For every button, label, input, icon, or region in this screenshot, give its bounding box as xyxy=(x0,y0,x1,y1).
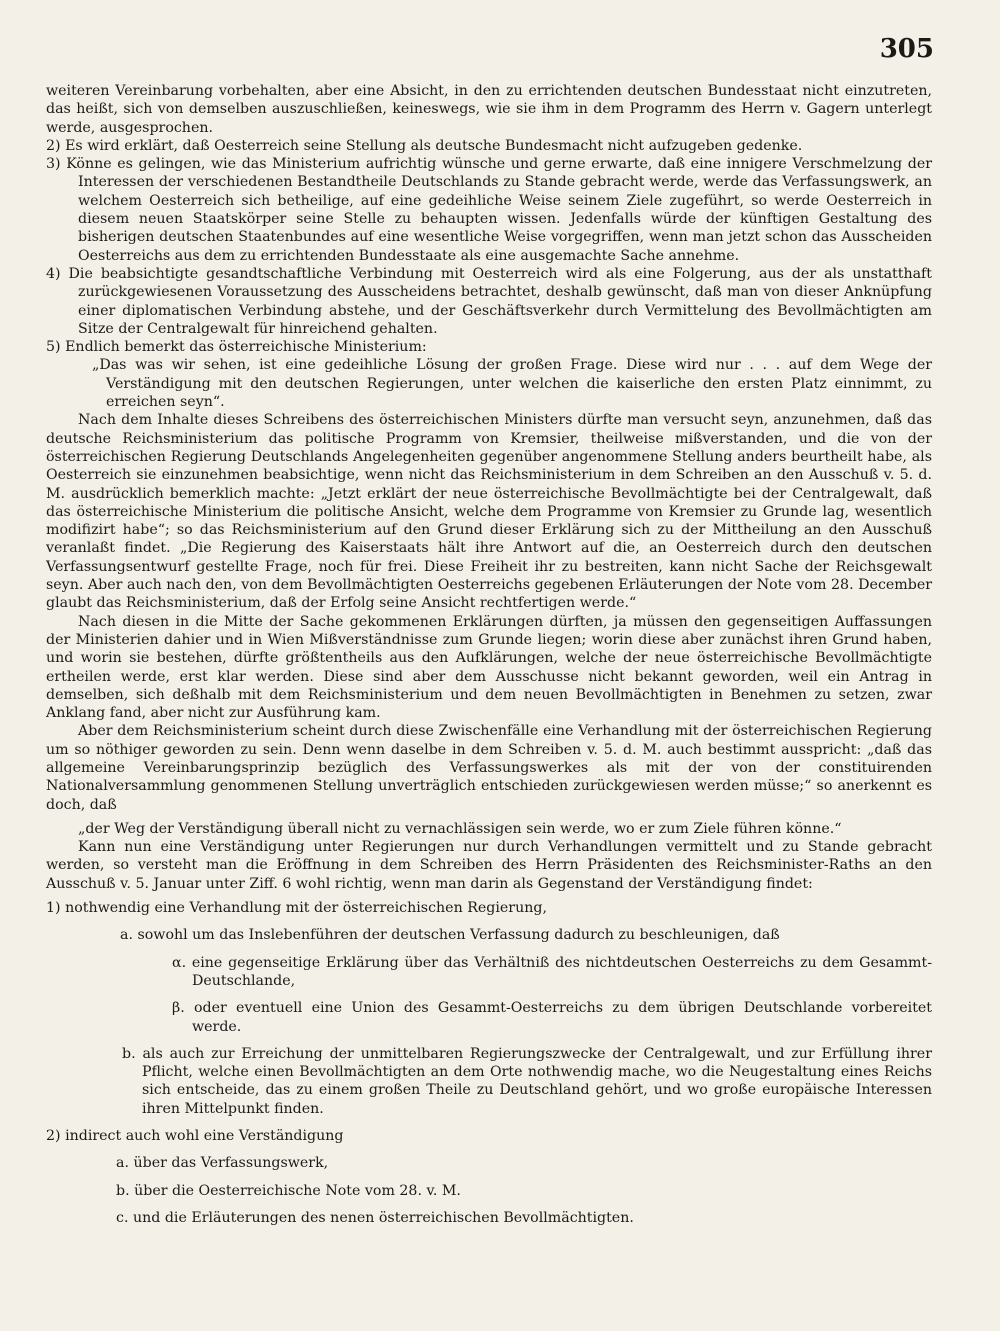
body-text xyxy=(46,82,932,1227)
list-item: 2) indirect auch wohl eine Verständigung xyxy=(46,1128,344,1145)
list-item: 2) Es wird erklärt, daß Oesterreich seine Stellung als deutsche Bundesmacht nicht aufzugeben gedenke. xyxy=(46,137,803,154)
paragraph: weiteren Vereinbarung vorbehalten, aber eine Absicht, in den zu errichtenden deutschen Bundesstaat nicht einzutreten, das heißt, sich von demselben auszuschließen, keineswegs, wie sie ihm in dem Programm des Herrn v. Gagern unterlegt werde, ausgesprochen. xyxy=(46,83,932,136)
quote: „Das was wir sehen, ist eine gedeihliche Lösung der großen Frage. Diese wird nur . . . auf dem Wege der Verständigung mit den deutschen Regierungen, unter welchen die kaiserliche den ersten Platz einnimmt, zu erreichen seyn“. xyxy=(92,357,932,411)
list-item: α. eine gegenseitige Erklärung über das Verhältniß des nichtdeutschen Oesterreichs zu dem Gesammt-Deutschlande, xyxy=(172,954,932,989)
list-item: 1) nothwendig eine Verhandlung mit der österreichischen Regierung, xyxy=(46,900,547,917)
list-item: 3) Könne es gelingen, wie das Ministerium aufrichtig wünsche und gerne erwarte, daß eine innigere Verschmelzung der Interessen der verschiedenen Bestandtheile Deutschlands zu Stande gebracht werde, werde das Verfassungswerk, an welchem Oesterreich sich betheilige, auf eine gedeihliche Weise seinem Ziele zugeführt, so werde Oesterreich in diesem neuen Staatskörper seine Stelle zu behaupten wissen. Jedenfalls würde der künftigen Gestaltung des bisherigen deutschen Staatenbundes auf eine wesentliche Weise vorgegriffen, wenn man jetzt schon das Ausscheiden Oesterreichs aus dem zu errichtenden Bundesstaate als eine ausgemachte Sache annehme. xyxy=(46,156,932,264)
list-item: β. oder eventuell eine Union des Gesammt-Oesterreichs zu dem übrigen Deutschlande vorbereitet werde. xyxy=(172,1000,932,1035)
paragraph: Nach dem Inhalte dieses Schreibens des österreichischen Ministers dürfte man versucht seyn, anzunehmen, daß das deutsche Reichsministerium das politische Programm von Kremsier, theilweise mißverstanden, und die von der österreichischen Regierung Deutschlands Angelegenheiten gegenüber angenommene Stellung anders beurtheilt habe, als Oesterreich sie einzunehmen beabsichtige, wenn nicht das Reichsministerium in dem Schreiben an den Ausschuß v. 5. d. M. ausdrücklich bemerklich machte: „Jetzt erklärt der neue österreichische Bevollmächtigte bei der Centralgewalt, daß das österreichische Ministerium die politische Ansicht, welche dem Programme von Kremsier zu Grunde lag, wesentlich modifizirt habe“; so das Reichsministerium auf den Grund dieser Erklärung sich zu der Mittheilung an den Ausschuß veranlaßt findet. „Die Regierung des Kaiserstaats hält ihre Antwort auf die, an Oesterreich durch den deutschen Verfassungsentwurf gestellte Frage, noch für frei. Diese Freiheit ihr zu bestreiten, kann nicht Sache der Reichsgewalt seyn. Aber auch nach den, von dem Bevollmächtigten Oesterreichs gegebenen Erläuterungen der Note vom 28. December glaubt das Reichsministerium, daß der Erfolg seine Ansicht rechtfertigen werde.“ xyxy=(46,412,932,612)
list-item: 4) Die beabsichtigte gesandtschaftliche Verbindung mit Oesterreich wird als eine Folgerung, aus der als unstatthaft zurückgewiesenen Voraussetzung des Ausscheidens betrachtet, deshalb gewünscht, daß man von dieser Anknüpfung einer diplomatischen Verbindung abstehe, und der Geschäftsverkehr durch Vermittelung des Bevollmächtigten am Sitze der Centralgewalt für hinreichend gehalten. xyxy=(46,265,932,337)
list-item: a. sowohl um das Inslebenführen der deutschen Verfassung dadurch zu beschleunigen, daß xyxy=(120,927,780,944)
list-item: b. über die Oesterreichische Note vom 28. v. M. xyxy=(116,1182,461,1199)
list-item: c. und die Erläuterungen des nenen österreichischen Bevollmächtigten. xyxy=(116,1209,634,1226)
page-number: 305 xyxy=(879,34,934,64)
paragraph: Kann nun eine Verständigung unter Regierungen nur durch Verhandlungen vermittelt und zu Stande gebracht werden, so versteht man die Eröffnung in dem Schreiben des Herrn Präsidenten des Reichsminister-Raths an den Ausschuß v. 5. Januar unter Ziff. 6 wohl richtig, wenn man darin als Gegenstand der Verständigung findet: xyxy=(46,839,932,892)
paragraph: Aber dem Reichsministerium scheint durch diese Zwischenfälle eine Verhandlung mit der österreichischen Regierung um so nöthiger geworden zu sein. Denn wenn daselbe in dem Schreiben v. 5. d. M. auch bestimmt ausspricht: „daß das allgemeine Vereinbarungsprinzip bezüglich des Verfassungswerkes als mit der von der constituirenden Nationalversammlung genommenen Stellung unverträglich entschieden zurückgewiesen werden müsse;“ so anerkennt es doch, daß xyxy=(46,723,932,813)
list-item: b. als auch zur Erreichung der unmittelbaren Regierungszwecke der Centralgewalt, und zur Erfüllung ihrer Pflicht, welche einen Bevollmächtigten an dem Orte nothwendig mache, wo die Neugestaltung eines Reichs sich entscheide, das zu einem großen Theile zu Deutschland gehört, und wo große europäische Interessen ihren Mittelpunkt finden. xyxy=(122,1045,932,1117)
list-item: 5) Endlich bemerkt das österreichische Ministerium: xyxy=(46,339,427,356)
list-item: a. über das Verfassungswerk, xyxy=(116,1155,329,1172)
quote: „der Weg der Verständigung überall nicht zu vernachlässigen sein werde, wo er zum Ziele führen könne.“ xyxy=(78,820,842,837)
paragraph: Nach diesen in die Mitte der Sache gekommenen Erklärungen dürften, ja müssen den gegenseitigen Auffassungen der Ministerien dahier und in Wien Mißverständnisse zum Grunde liegen; worin diese aber zunächst ihren Grund haben, und worin sie bestehen, dürfte größtentheils aus den Aufklärungen, welche der neue österreichische Bevollmächtigte ertheilen werde, erst klar werden. Diese sind aber dem Ausschusse nicht bekannt geworden, weil ein Antrag in demselben, sich deßhalb mit dem Reichsministerium und dem neuen Bevollmächtigten in Benehmen zu setzen, zwar Anklang fand, aber nicht zur Ausführung kam. xyxy=(46,613,932,722)
